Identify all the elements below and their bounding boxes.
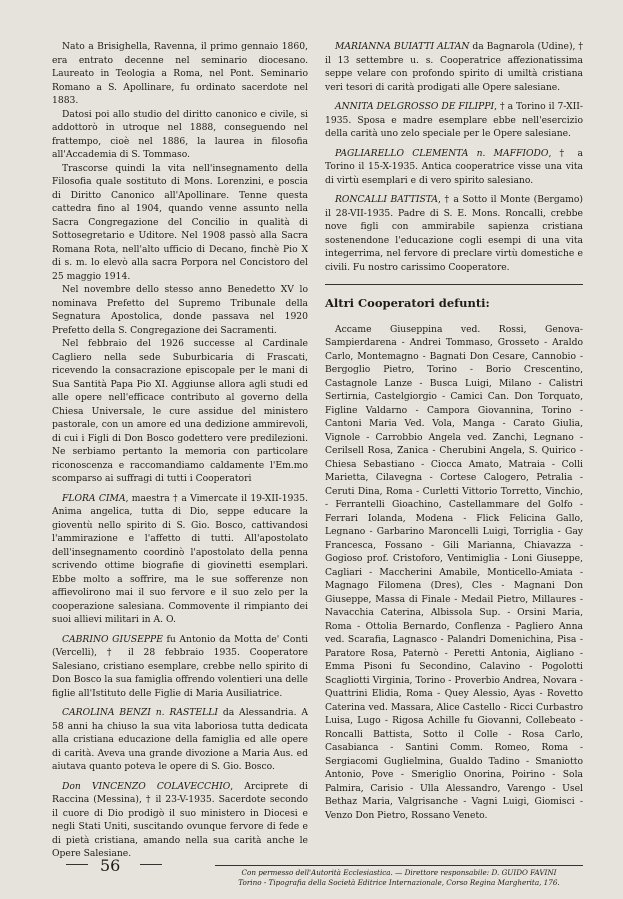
obituary-annita-delgrosso: [325, 100, 583, 141]
obituary-name: FLORA CIMA: [62, 492, 126, 504]
section-title: Altri Cooperatori defunti:: [325, 296, 490, 310]
paragraph-biography-career: Trascorse quindi la vita nell'insegnamento della Filosofia quale sostituto di Mons. Lorenzini, e poscia di Diritto Canonico all'Apollinare. Tenne questa cattedra fino al 1904, quando venne assunto nella Sacra Congregazione del Concilio in qualità di Sottosegretario e Uditore. Nel 1908 passò alla Sacra Romana Rota, nell'alto ufficio di Decano, finchè Pio X di s. m. lo elevò alla sacra Porpora nel Concistoro del 25 maggio 1914.: [52, 162, 308, 282]
obituary-name: RONCALLI BATTISTA: [335, 194, 439, 205]
footer-divider: [215, 865, 583, 866]
obituary-carolina-benzi: [52, 706, 308, 774]
obituary-name: PAGLIARELLO CLEMENTA n. MAFFIODO: [335, 147, 549, 159]
obituary-text: , † a Sotto il Monte (Bergamo) il 28-VII-1935. Padre di S. E. Mons. Roncalli, crebbe nove figli con ammirabile sapienza cristiana sostenendone l'educazione cogli esempi di una vita integerrima, nel fervore di preclare virtù domestiche e civili. Fu nostro carissimo Cooperatore.: [325, 194, 583, 273]
section-divider: [325, 284, 583, 285]
footer-dash-left: [66, 864, 88, 865]
imprint-line-2: Torino - Tipografia della Società Editrice Internazionale, Corso Regina Margherita, 176.: [238, 878, 560, 887]
obituary-name: MARIANNA BUIATTI ALTAN: [335, 41, 470, 52]
paragraph-biography-frascati: Nel febbraio del 1926 successe al Cardinale Cagliero nella sede Suburbicaria di Frascati, ricevendo la consacrazione episcopale per le mani di Sua Santità Papa Pio XI. Aggiunse allora agli studi ed alle opere nell'efficace contributo al governo della Chiesa Universale, le cure assidue del ministero pastorale, con un amore ed una dedizione ammirevoli, di cui i Figli di Don Bosco godettero vere predilezioni. Ne serbiamo pertanto la memoria con particolare riconoscenza e raccomandiamo caldamente l'Em.mo scomparso ai suffragi di tutti i Cooperatori: [52, 338, 308, 484]
obituary-name: CABRINO GIUSEPPE: [62, 633, 163, 645]
paragraph-biography-prefect: Nel novembre dello stesso anno Benedetto XV lo nominava Prefetto del Supremo Tribunale della Segnatura Apostolica, donde passava nel 1920 Prefetto della S. Congregazione dei Sacramenti.: [52, 284, 308, 336]
right-column: [325, 40, 583, 822]
paragraph-biography-studies: Datosi poi allo studio del diritto canonico e civile, si addottorò in utroque nel 1888, conseguendo nel frattempo, cioè nel 1886, la laurea in filosofia all'Accademia di S. Tommaso.: [52, 108, 308, 160]
obituary-pagliarello-clementa: [325, 147, 583, 188]
left-column: [52, 40, 308, 861]
obituary-marianna-buiatti: [325, 40, 583, 94]
obituary-text: , † a Torino il 7-XII-1935. Sposa e madre esemplare ebbe nell'esercizio della carità uno zelo speciale per le Opere salesiane.: [325, 101, 583, 139]
obituary-vincenzo-colavecchio: [52, 780, 308, 861]
obituary-cabrino-giuseppe: [52, 633, 308, 701]
obituary-text: da Alessandria. A 58 anni ha chiuso la sua vita laboriosa tutta dedicata alla cristiana educazione della famiglia ed alle opere di carità. Aveva una grande divozione a Maria Aus. ed aiutava quanto poteva le opere di S. Gio. Bosco.: [52, 707, 308, 772]
page-number: 56: [100, 856, 121, 875]
obituary-text: da Bagnarola (Udine), † il 13 settembre u. s. Cooperatrice affezionatissima seppe velare con profondo spirito di umiltà cristiana veri tesori di carità prodigati alle Opere salesiane.: [325, 41, 583, 93]
imprint-line-1: Con permesso dell'Autorità Ecclesiastica. — Direttore responsabile: D. GUIDO FAVINI: [241, 868, 557, 877]
obituary-name: Don VINCENZO COLAVECCHIO: [62, 780, 231, 792]
obituary-text: , maestra † a Vimercate il 19-XII-1935. Anima angelica, tutta di Dio, seppe educare la gioventù nello spirito di S. Gio. Bosco, cattivandosi l'ammirazione e l'affetto di tutti. All'apostolato dell'insegnamento coordinò l'apostolato della penna scrivendo ottime biografie di giovinetti esemplari. Ebbe molto a soffrire, ma le sue sofferenze non affievolirono mai il suo fervore e il suo zelo per la cooperazione salesiana. Commovente il rimpianto dei suoi allievi militari in A. O.: [52, 492, 308, 625]
obituary-flora-cima: [52, 492, 308, 627]
obituary-name: ANNITA DELGROSSO DE FILIPPI: [335, 101, 495, 112]
obituary-roncalli-battista: [325, 193, 583, 274]
obituary-text: , Arciprete di Raccina (Messina), † il 23-V-1935. Sacerdote secondo il cuore di Dio prodigò il suo ministero in Diocesi e negli Stati Uniti, suscitando ovunque fervore di fede e di pietà cristiana, amando nella sua carità anche le Opere Salesiane.: [52, 780, 308, 859]
obituary-name: CAROLINA BENZI n. RASTELLI: [62, 707, 218, 718]
imprint-footer: [215, 868, 583, 888]
paragraph-biography-birth: Nato a Brisighella, Ravenna, il primo gennaio 1860, era entrato decenne nel seminario diocesano. Laureato in Teologia a Roma, nel Pont. Seminario Romano a S. Apollinare, fu ordinato sacerdote nel 1883.: [52, 41, 308, 106]
footer-dash-right: [140, 864, 162, 865]
obituary-text: fu Antonio da Motta de' Conti (Vercelli), † il 28 febbraio 1935. Cooperatore Salesiano, cristiano esemplare, crebbe nello spirito di Don Bosco la sua famiglia offrendo volentieri una delle figlie all'Istituto delle Figlie di Maria Ausiliatrice.: [52, 633, 308, 699]
obituary-text: , † a Torino il 15-X-1935. Antica cooperatrice visse una vita di virtù esemplari e di vero spirito salesiano.: [325, 147, 583, 186]
deceased-cooperators-list: Accame Giuseppina ved. Rossi, Genova-Sampierdarena - Andrei Tommaso, Grosseto - Araldo Carlo, Montemagno - Bagnati Don Cesare, Cannobio - Bergoglio Pietro, Torino - Borio Crescentino, Castagnole Lanze - Busca Luigi, Milano - Calistri Sertirnia, Castelgiorgio - Camici Can. Don Torquato, Figline Valdarno - Campora Giovannina, Torino - Cantoni Maria Ved. Vola, Manga - Carato Giulia, Vignole - Carrobbio Angela ved. Zanchi, Legnano - Cerilsell Rosa, Zanica - Cherubini Angela, S. Quirico - Chiesa Sebastiano - Ciocca Amato, Matraia - Colli Marietta, Cilavegna - Cortese Calogero, Petralia - Ceruti Dina, Roma - Curletti Vittorio Torretto, Vinchio, - Ferrantelli Gioachino, Castellammare del Golfo - Ferrari Iolanda, Modena - Flick Felicina Gallo, Legnano - Garbarino Maroncelli Luigi, Torriglia - Gay Francesca, Fossano - Gili Marianna, Chiavazza - Gogioso prof. Cristoforo, Ventimiglia - Loni Giuseppe, Cagliari - Maccherini Amabile, Monticello-Amiata - Magnago Filomena (Dres), Cles - Magnani Don Giuseppe, Massa di Finale - Medail Pietro, Millaures - Navacchia Caterina, Albissola Sup. - Orsini Maria, Roma - Ottolia Bernardo, Conflenza - Pagliero Anna ved. Scarafia, Lagnasco - Palandri Domenichina, Pisa - Paratore Rosa, Paternò - Peretti Antonia, Aigliano - Emma Pisoni fu Secondino, Calavino - Pogolotti Scagliotti Virginia, Torino - Proverbio Andrea, Novara - Quattrini Elidia, Roma - Quey Alessio, Ayas - Rovetto Caterina ved. Massara, Alice Castello - Ricci Curbastro Luisa, Lugo - Rigosa Achille fu Giovanni, Collebeato - Roncalli Battista, Sotto il Colle - Rosa Carlo, Casabianca - Santini Comm. Romeo, Roma - Sergiacomi Guglielmina, Gualdo Tadino - Smaniotto Antonio, Pove - Smeriglio Onorina, Poirino - Sola Palmira, Carisio - Ulla Alessandro, Varengo - Usel Bethaz Maria, Valgrisanche - Vagni Luigi, Giomisci - Venzo Don Pietro, Rossano Veneto.: [325, 323, 583, 821]
